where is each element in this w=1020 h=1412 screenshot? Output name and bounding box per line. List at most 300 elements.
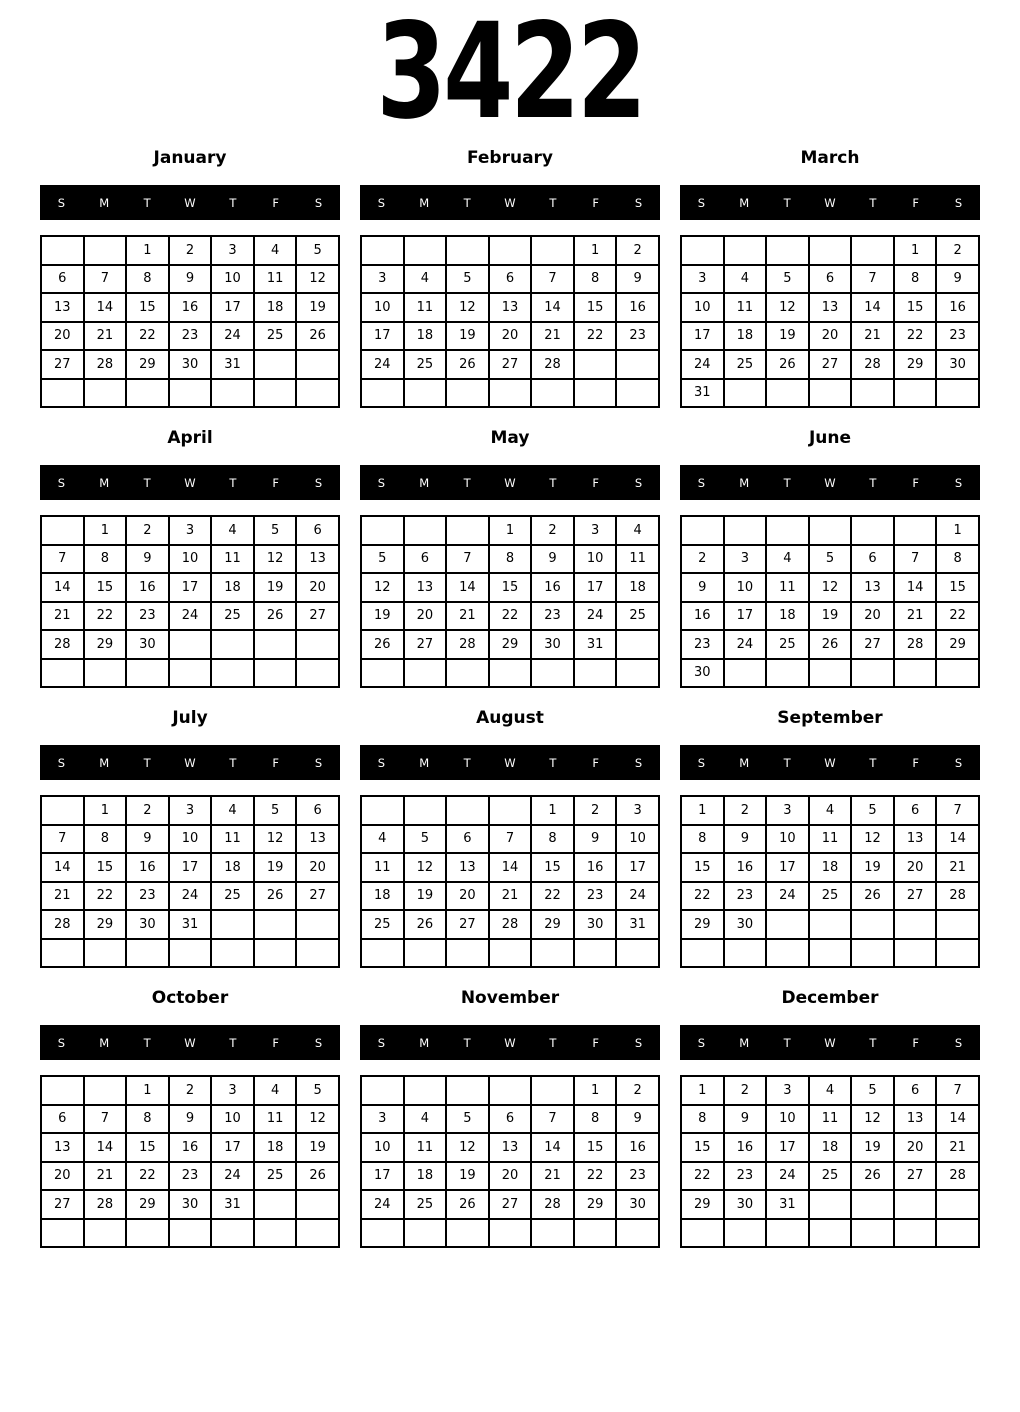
day-header-cell: T [549, 475, 557, 490]
empty-day-cell [894, 1219, 937, 1248]
empty-day-cell [361, 516, 404, 545]
day-cell: 6 [894, 796, 937, 825]
calendar-table [680, 235, 980, 408]
day-cell: 22 [489, 602, 532, 631]
day-cell: 7 [531, 1105, 574, 1134]
day-cell: 12 [361, 573, 404, 602]
day-cell: 14 [851, 293, 894, 322]
day-cell: 12 [296, 265, 339, 294]
day-of-week-header [680, 1025, 980, 1060]
day-header-cell: T [143, 195, 151, 210]
empty-day-cell [809, 516, 852, 545]
day-cell: 20 [404, 602, 447, 631]
month-block-september [680, 708, 980, 968]
day-cell: 30 [531, 630, 574, 659]
day-header-cell: F [592, 195, 600, 210]
week-row [361, 379, 659, 408]
month-title: July [172, 708, 208, 728]
day-cell: 20 [851, 602, 894, 631]
empty-day-cell [894, 910, 937, 939]
day-cell: 9 [936, 265, 979, 294]
day-header-cell: F [272, 755, 280, 770]
empty-day-cell [254, 630, 297, 659]
day-cell: 6 [296, 796, 339, 825]
week-row [681, 545, 979, 574]
day-cell: 8 [126, 1105, 169, 1134]
day-header-cell: F [592, 755, 600, 770]
empty-day-cell [851, 939, 894, 968]
empty-day-cell [724, 659, 767, 688]
day-cell: 5 [446, 265, 489, 294]
day-cell: 17 [169, 853, 212, 882]
empty-day-cell [446, 659, 489, 688]
week-row [41, 853, 339, 882]
empty-day-cell [211, 630, 254, 659]
day-header-cell: T [869, 755, 877, 770]
day-cell: 1 [126, 1076, 169, 1105]
empty-day-cell [851, 1219, 894, 1248]
day-header-cell: W [184, 755, 196, 770]
week-row [681, 1190, 979, 1219]
empty-day-cell [254, 1190, 297, 1219]
day-header-cell: T [549, 195, 557, 210]
empty-day-cell [404, 796, 447, 825]
week-row [361, 630, 659, 659]
empty-day-cell [809, 910, 852, 939]
week-row [361, 939, 659, 968]
empty-day-cell [84, 1219, 127, 1248]
year-title: 3422 [376, 0, 644, 149]
week-row [41, 939, 339, 968]
day-cell: 22 [574, 1162, 617, 1191]
day-header-cell: S [697, 1035, 706, 1050]
day-cell: 29 [574, 1190, 617, 1219]
week-row [361, 1190, 659, 1219]
week-row [681, 350, 979, 379]
empty-day-cell [936, 659, 979, 688]
week-row [681, 1162, 979, 1191]
day-header-cell: S [377, 755, 386, 770]
week-row [681, 1105, 979, 1134]
empty-day-cell [254, 659, 297, 688]
day-header-cell: W [504, 1035, 516, 1050]
day-cell: 8 [84, 545, 127, 574]
day-cell: 7 [936, 796, 979, 825]
day-cell: 25 [809, 1162, 852, 1191]
day-cell: 10 [361, 1133, 404, 1162]
day-cell: 11 [616, 545, 659, 574]
day-cell: 14 [84, 1133, 127, 1162]
day-cell: 1 [681, 796, 724, 825]
day-cell: 21 [894, 602, 937, 631]
empty-day-cell [851, 1190, 894, 1219]
day-of-week-header [40, 465, 340, 500]
empty-day-cell [296, 1190, 339, 1219]
week-row [681, 630, 979, 659]
day-cell: 21 [936, 853, 979, 882]
month-title: March [800, 148, 860, 168]
day-cell: 22 [936, 602, 979, 631]
week-row [361, 602, 659, 631]
empty-day-cell [211, 659, 254, 688]
day-cell: 25 [766, 630, 809, 659]
week-row [361, 659, 659, 688]
week-row [41, 882, 339, 911]
empty-day-cell [84, 379, 127, 408]
day-cell: 9 [169, 265, 212, 294]
day-cell: 21 [41, 882, 84, 911]
day-cell: 22 [681, 882, 724, 911]
day-cell: 8 [894, 265, 937, 294]
day-cell: 20 [41, 1162, 84, 1191]
day-cell: 13 [404, 573, 447, 602]
day-cell: 27 [296, 882, 339, 911]
day-cell: 16 [531, 573, 574, 602]
day-cell: 10 [361, 293, 404, 322]
day-cell: 12 [446, 1133, 489, 1162]
day-cell: 24 [574, 602, 617, 631]
day-cell: 6 [404, 545, 447, 574]
empty-day-cell [404, 236, 447, 265]
week-row [41, 825, 339, 854]
empty-day-cell [531, 1076, 574, 1105]
day-header-cell: M [419, 195, 430, 210]
empty-day-cell [296, 1219, 339, 1248]
day-cell: 5 [254, 516, 297, 545]
day-of-week-header [360, 745, 660, 780]
week-row [681, 796, 979, 825]
empty-day-cell [361, 1076, 404, 1105]
day-cell: 24 [169, 882, 212, 911]
day-cell: 11 [809, 1105, 852, 1134]
empty-day-cell [126, 379, 169, 408]
day-cell: 20 [41, 322, 84, 351]
empty-day-cell [211, 910, 254, 939]
day-cell: 22 [126, 322, 169, 351]
week-row [681, 379, 979, 408]
day-header-cell: T [229, 1035, 237, 1050]
empty-day-cell [489, 236, 532, 265]
day-cell: 4 [809, 796, 852, 825]
day-cell: 5 [404, 825, 447, 854]
day-cell: 5 [766, 265, 809, 294]
day-cell: 12 [766, 293, 809, 322]
day-header-cell: W [824, 1035, 836, 1050]
day-cell: 18 [724, 322, 767, 351]
day-cell: 3 [169, 796, 212, 825]
month-block-march [680, 148, 980, 408]
day-cell: 7 [41, 545, 84, 574]
week-row [41, 545, 339, 574]
month-block-may [360, 428, 660, 688]
day-cell: 29 [84, 630, 127, 659]
empty-day-cell [766, 939, 809, 968]
empty-day-cell [489, 659, 532, 688]
empty-day-cell [404, 939, 447, 968]
day-cell: 15 [681, 1133, 724, 1162]
day-cell: 24 [169, 602, 212, 631]
week-row [41, 1162, 339, 1191]
empty-day-cell [616, 659, 659, 688]
day-cell: 19 [361, 602, 404, 631]
week-row [681, 516, 979, 545]
day-of-week-header [680, 185, 980, 220]
week-row [41, 602, 339, 631]
day-cell: 23 [169, 322, 212, 351]
day-cell: 5 [254, 796, 297, 825]
day-cell: 17 [211, 293, 254, 322]
day-cell: 29 [531, 910, 574, 939]
day-cell: 3 [766, 1076, 809, 1105]
day-cell: 17 [616, 853, 659, 882]
day-cell: 6 [296, 516, 339, 545]
day-cell: 5 [296, 1076, 339, 1105]
month-title: December [781, 988, 879, 1008]
day-cell: 15 [894, 293, 937, 322]
day-of-week-header [40, 745, 340, 780]
calendar-table [40, 235, 340, 408]
day-header-cell: M [739, 755, 750, 770]
week-row [361, 573, 659, 602]
day-cell: 29 [936, 630, 979, 659]
day-cell: 2 [126, 796, 169, 825]
empty-day-cell [296, 350, 339, 379]
day-cell: 6 [489, 265, 532, 294]
day-cell: 2 [574, 796, 617, 825]
week-row [361, 516, 659, 545]
empty-day-cell [254, 350, 297, 379]
day-cell: 19 [851, 1133, 894, 1162]
day-cell: 28 [84, 350, 127, 379]
day-of-week-header [680, 745, 980, 780]
empty-day-cell [766, 516, 809, 545]
week-row [681, 1133, 979, 1162]
day-cell: 11 [211, 545, 254, 574]
week-row [361, 796, 659, 825]
day-cell: 11 [361, 853, 404, 882]
empty-day-cell [169, 379, 212, 408]
day-header-cell: S [57, 195, 66, 210]
empty-day-cell [724, 379, 767, 408]
empty-day-cell [404, 1219, 447, 1248]
day-header-cell: F [272, 1035, 280, 1050]
empty-day-cell [894, 659, 937, 688]
day-header-cell: M [419, 755, 430, 770]
day-cell: 22 [681, 1162, 724, 1191]
empty-day-cell [361, 1219, 404, 1248]
day-cell: 17 [766, 1133, 809, 1162]
day-cell: 23 [724, 882, 767, 911]
day-cell: 12 [254, 825, 297, 854]
day-header-cell: S [954, 755, 963, 770]
day-cell: 2 [169, 236, 212, 265]
empty-day-cell [41, 516, 84, 545]
day-cell: 14 [489, 853, 532, 882]
day-cell: 13 [809, 293, 852, 322]
day-cell: 21 [936, 1133, 979, 1162]
day-header-cell: W [824, 755, 836, 770]
empty-day-cell [404, 379, 447, 408]
day-cell: 5 [809, 545, 852, 574]
day-header-cell: T [463, 195, 471, 210]
week-row [41, 236, 339, 265]
day-cell: 21 [851, 322, 894, 351]
empty-day-cell [169, 659, 212, 688]
week-row [41, 1105, 339, 1134]
week-row [681, 659, 979, 688]
empty-day-cell [616, 939, 659, 968]
day-cell: 22 [894, 322, 937, 351]
day-cell: 28 [41, 910, 84, 939]
day-of-week-header [360, 185, 660, 220]
week-row [681, 293, 979, 322]
empty-day-cell [296, 910, 339, 939]
day-cell: 26 [296, 322, 339, 351]
empty-day-cell [41, 659, 84, 688]
week-row [361, 265, 659, 294]
day-header-cell: S [377, 195, 386, 210]
empty-day-cell [41, 1076, 84, 1105]
empty-day-cell [681, 516, 724, 545]
day-cell: 21 [41, 602, 84, 631]
empty-day-cell [574, 379, 617, 408]
empty-day-cell [361, 379, 404, 408]
day-header-cell: T [549, 1035, 557, 1050]
day-cell: 27 [446, 910, 489, 939]
empty-day-cell [894, 939, 937, 968]
day-cell: 13 [489, 293, 532, 322]
day-cell: 31 [681, 379, 724, 408]
empty-day-cell [446, 379, 489, 408]
empty-day-cell [531, 236, 574, 265]
day-cell: 28 [936, 1162, 979, 1191]
day-cell: 25 [404, 350, 447, 379]
day-cell: 24 [211, 1162, 254, 1191]
calendar-table [360, 235, 660, 408]
empty-day-cell [446, 516, 489, 545]
empty-day-cell [766, 236, 809, 265]
day-header-cell: T [783, 475, 791, 490]
day-cell: 8 [936, 545, 979, 574]
day-cell: 25 [809, 882, 852, 911]
day-header-cell: S [634, 195, 643, 210]
day-header-cell: F [592, 1035, 600, 1050]
day-cell: 10 [616, 825, 659, 854]
day-cell: 15 [84, 853, 127, 882]
empty-day-cell [254, 939, 297, 968]
day-cell: 7 [851, 265, 894, 294]
day-cell: 18 [211, 573, 254, 602]
day-cell: 1 [574, 1076, 617, 1105]
day-cell: 14 [894, 573, 937, 602]
day-cell: 28 [531, 1190, 574, 1219]
day-cell: 18 [766, 602, 809, 631]
day-cell: 27 [404, 630, 447, 659]
empty-day-cell [211, 379, 254, 408]
day-cell: 13 [894, 1105, 937, 1134]
week-row [361, 1076, 659, 1105]
day-header-cell: S [377, 1035, 386, 1050]
empty-day-cell [41, 939, 84, 968]
day-cell: 26 [254, 882, 297, 911]
day-cell: 3 [211, 1076, 254, 1105]
empty-day-cell [809, 1219, 852, 1248]
week-row [361, 910, 659, 939]
empty-day-cell [41, 379, 84, 408]
day-cell: 26 [296, 1162, 339, 1191]
day-cell: 18 [254, 293, 297, 322]
calendar-table [40, 1075, 340, 1248]
day-cell: 29 [681, 910, 724, 939]
empty-day-cell [489, 939, 532, 968]
day-cell: 12 [404, 853, 447, 882]
day-cell: 31 [211, 1190, 254, 1219]
day-cell: 30 [169, 350, 212, 379]
week-row [361, 350, 659, 379]
day-header-cell: T [869, 1035, 877, 1050]
day-cell: 7 [531, 265, 574, 294]
day-cell: 30 [169, 1190, 212, 1219]
day-cell: 29 [84, 910, 127, 939]
day-header-cell: T [143, 475, 151, 490]
day-cell: 25 [404, 1190, 447, 1219]
day-cell: 4 [616, 516, 659, 545]
empty-day-cell [169, 1219, 212, 1248]
day-cell: 28 [489, 910, 532, 939]
day-cell: 16 [126, 573, 169, 602]
day-cell: 5 [361, 545, 404, 574]
day-header-cell: W [504, 755, 516, 770]
day-cell: 25 [211, 882, 254, 911]
month-title: October [151, 988, 229, 1008]
day-header-cell: S [697, 475, 706, 490]
day-cell: 4 [809, 1076, 852, 1105]
week-row [361, 853, 659, 882]
week-row [41, 1219, 339, 1248]
day-cell: 21 [531, 322, 574, 351]
day-cell: 31 [574, 630, 617, 659]
day-cell: 20 [809, 322, 852, 351]
day-header-cell: T [463, 755, 471, 770]
day-cell: 31 [169, 910, 212, 939]
day-cell: 3 [361, 265, 404, 294]
month-title: May [490, 428, 530, 448]
day-cell: 25 [724, 350, 767, 379]
day-header-cell: S [57, 475, 66, 490]
day-header-cell: S [314, 475, 323, 490]
day-cell: 26 [809, 630, 852, 659]
week-row [361, 825, 659, 854]
empty-day-cell [724, 939, 767, 968]
week-row [361, 545, 659, 574]
week-row [681, 882, 979, 911]
empty-day-cell [296, 659, 339, 688]
empty-day-cell [404, 516, 447, 545]
day-cell: 16 [936, 293, 979, 322]
empty-day-cell [296, 630, 339, 659]
empty-day-cell [766, 659, 809, 688]
day-of-week-header [360, 1025, 660, 1060]
day-cell: 23 [126, 882, 169, 911]
day-cell: 3 [169, 516, 212, 545]
empty-day-cell [84, 659, 127, 688]
day-header-cell: T [229, 755, 237, 770]
empty-day-cell [851, 236, 894, 265]
empty-day-cell [296, 939, 339, 968]
empty-day-cell [126, 939, 169, 968]
day-cell: 16 [126, 853, 169, 882]
day-of-week-header [680, 465, 980, 500]
